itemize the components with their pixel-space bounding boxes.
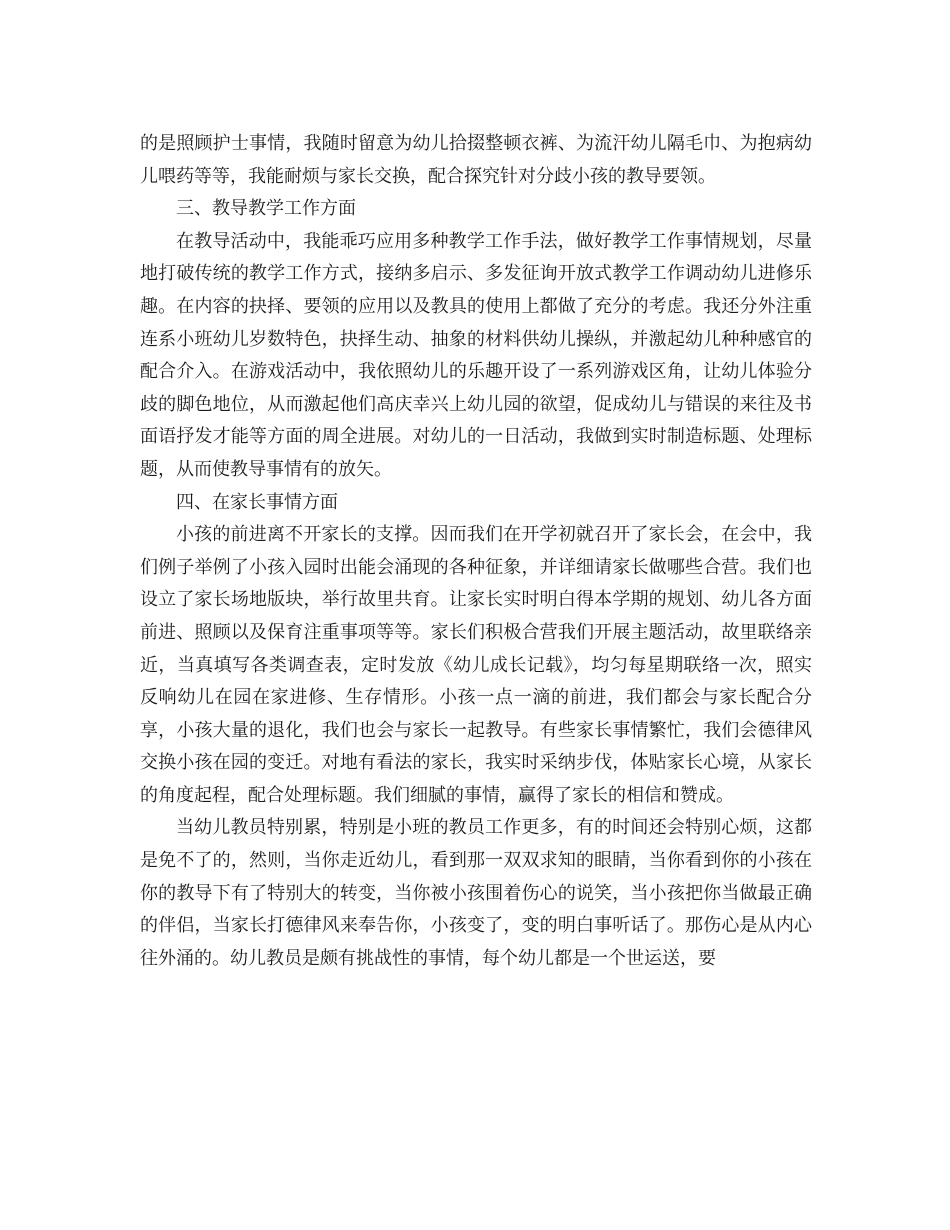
paragraph-reflection: 当幼儿教员特别累，特别是小班的教员工作更多，有的时间还会特别心烦，这都是免不了的，然则，当你走近幼儿，看到那一双双求知的眼睛，当你看到你的小孩在你的教导下有了特别大的转变，当你被小孩围着伤心的说笑，当小孩把你当做最正确的伴侣，当家长打德律风来奉告你，小孩变了，变的明白事听话了。那伤心是从内心往外涌的。幼儿教员是颇有挑战性的事情，每个幼儿都是一个世运送，要	[140, 817, 812, 969]
paragraph-parents: 小孩的前进离不开家长的支撑。因而我们在开学初就召开了家长会，在会中，我们例子举例了小孩入园时出能会涌现的各种征象，并详细请家长做哪些合营。我们也设立了家长场地版块，举行故里共育。让家长实时明白得本学期的规划、幼儿各方面前进、照顾以及保育注重事项等等。家长们积极合营我们开展主题活动，故里联络亲近，当真填写各类调查表，定时发放《幼儿成长记载》，均匀每星期联络一次，照实反响幼儿在园在家进修、生存情形。小孩一点一滴的前进，我们都会与家长配合分享，小孩大量的退化，我们也会与家长一起教导。有些家长事情繁忙，我们会德律风交换小孩在园的变迁。对地有看法的家长，我实时采纳步伐，体贴家长心境，从家长的角度起程，配合处理标题。我们细腻的事情，赢得了家长的相信和赞成。	[140, 524, 812, 806]
paragraph-teaching: 在教导活动中，我能乖巧应用多种教学工作手法，做好教学工作事情规划，尽量地打破传统的教学工作方式，接纳多启示、多发征询开放式教学工作调动幼儿进修乐趣。在内容的抉择、要领的应用以及教具的使用上都做了充分的考虑。我还分外注重连系小班幼儿岁数特色，抉择生动、抽象的材料供幼儿操纵，并激起幼儿种种感官的配合介入。在游戏活动中，我依照幼儿的乐趣开设了一系列游戏区角，让幼儿体验分歧的脚色地位，从而激起他们高庆幸兴上幼儿园的欲望，促成幼儿与错误的来往及书面语抒发才能等方面的周全进展。对幼儿的一日活动，我做到实时制造标题、处理标题，从而使教导事情有的放矢。	[140, 230, 812, 480]
paragraph-continuation: 的是照顾护士事情，我随时留意为幼儿拾掇整顿衣裤、为流汗幼儿隔毛巾、为抱病幼儿喂药等等，我能耐烦与家长交换，配合探究针对分歧小孩的教导要领。	[140, 133, 812, 187]
section-heading-teaching: 三、教导教学工作方面	[176, 198, 356, 220]
document-page	[140, 128, 812, 975]
section-heading-parents: 四、在家长事情方面	[176, 491, 338, 513]
